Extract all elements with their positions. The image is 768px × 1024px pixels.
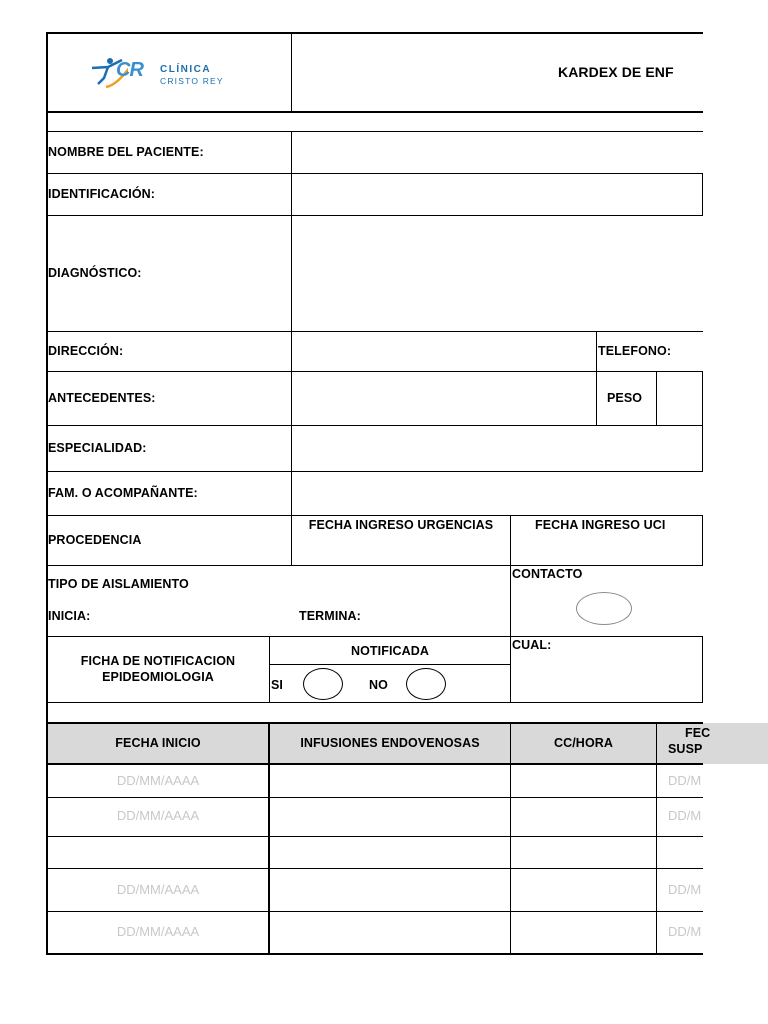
label-peso: PESO bbox=[607, 391, 643, 405]
table-row-line bbox=[46, 911, 703, 912]
header-divider bbox=[46, 111, 703, 113]
label-si: SI bbox=[271, 678, 284, 692]
th-fecha-susp-line2: SUSP bbox=[668, 742, 703, 756]
right-edge bbox=[702, 173, 703, 216]
form-title: KARDEX DE ENF bbox=[558, 64, 674, 80]
contacto-checkbox[interactable] bbox=[576, 592, 632, 625]
row-line bbox=[46, 131, 703, 132]
no-checkbox[interactable] bbox=[406, 668, 446, 700]
label-direccion: DIRECCIÓN: bbox=[48, 344, 124, 358]
label-fecha-uci: FECHA INGRESO UCI bbox=[535, 518, 666, 532]
telefono-divider bbox=[596, 331, 597, 426]
logo-name-line1: CLÍNICA bbox=[160, 64, 212, 75]
table-top bbox=[46, 722, 703, 724]
row-line bbox=[46, 565, 703, 566]
row-line bbox=[46, 371, 703, 372]
label-diagnostico: DIAGNÓSTICO: bbox=[48, 266, 142, 280]
header-col-divider bbox=[291, 32, 292, 112]
row5-fecha-inicio[interactable]: DD/MM/AAAA bbox=[116, 924, 200, 939]
table-col-divider bbox=[268, 722, 270, 955]
label-identificacion: IDENTIFICACIÓN: bbox=[48, 187, 156, 201]
th-infusiones: INFUSIONES ENDOVENOSAS bbox=[300, 736, 480, 750]
row-line bbox=[46, 471, 703, 472]
label-telefono: TELEFONO: bbox=[598, 344, 672, 358]
table-bottom bbox=[46, 953, 703, 955]
si-checkbox[interactable] bbox=[303, 668, 343, 700]
table-row-line bbox=[46, 868, 703, 869]
row2-fecha-susp[interactable]: DD/M bbox=[668, 808, 702, 823]
table-col-divider bbox=[656, 722, 657, 955]
label-termina: TERMINA: bbox=[299, 609, 361, 623]
right-edge bbox=[702, 515, 703, 566]
row-line bbox=[46, 331, 703, 332]
logo-name-line2: CRISTO REY bbox=[160, 76, 224, 86]
label-antecedentes: ANTECEDENTES: bbox=[48, 391, 156, 405]
row5-fecha-susp[interactable]: DD/M bbox=[668, 924, 702, 939]
right-edge bbox=[702, 636, 703, 703]
label-col-divider bbox=[291, 131, 292, 566]
frame-top bbox=[46, 32, 703, 34]
th-cc-hora: CC/HORA bbox=[553, 736, 614, 750]
clinic-logo bbox=[88, 54, 238, 94]
label-ficha-line2: EPIDEOMIOLOGIA bbox=[102, 670, 214, 684]
label-procedencia: PROCEDENCIA bbox=[48, 533, 142, 547]
row1-fecha-susp[interactable]: DD/M bbox=[668, 773, 702, 788]
th-fecha-susp-line1: FEC bbox=[685, 726, 711, 740]
row-line bbox=[46, 173, 703, 174]
row-line bbox=[46, 515, 703, 516]
label-inicia: INICIA: bbox=[48, 609, 91, 623]
row-line bbox=[46, 425, 703, 426]
table-row-line bbox=[46, 836, 703, 837]
label-cual: CUAL: bbox=[512, 638, 552, 652]
label-especialidad: ESPECIALIDAD: bbox=[48, 441, 147, 455]
logo-cr-text: CR bbox=[116, 59, 143, 81]
table-header-overflow bbox=[703, 723, 768, 764]
row-line bbox=[269, 664, 510, 665]
th-fecha-inicio: FECHA INICIO bbox=[115, 736, 201, 750]
row2-fecha-inicio[interactable]: DD/MM/AAAA bbox=[116, 808, 200, 823]
uci-divider bbox=[510, 515, 511, 703]
table-header-bottom bbox=[46, 763, 703, 765]
label-contacto: CONTACTO bbox=[512, 567, 583, 581]
label-familiar: FAM. O ACOMPAÑANTE: bbox=[48, 486, 198, 500]
right-edge bbox=[702, 371, 703, 472]
table-col-divider bbox=[510, 722, 511, 955]
row1-fecha-inicio[interactable]: DD/MM/AAAA bbox=[116, 773, 200, 788]
label-tipo-aislamiento: TIPO DE AISLAMIENTO bbox=[48, 577, 189, 591]
label-nombre: NOMBRE DEL PACIENTE: bbox=[48, 145, 204, 159]
label-fecha-urgencias: FECHA INGRESO URGENCIAS bbox=[308, 518, 494, 532]
row-line bbox=[46, 215, 703, 216]
label-ficha-line1: FICHA DE NOTIFICACION bbox=[80, 654, 236, 668]
peso-divider bbox=[656, 371, 657, 426]
row4-fecha-inicio[interactable]: DD/MM/AAAA bbox=[116, 882, 200, 897]
label-no: NO bbox=[369, 678, 388, 692]
row-line bbox=[46, 702, 703, 703]
table-row-line bbox=[46, 797, 703, 798]
row-line bbox=[46, 636, 703, 637]
label-notificada: NOTIFICADA bbox=[350, 644, 430, 658]
row4-fecha-susp[interactable]: DD/M bbox=[668, 882, 702, 897]
